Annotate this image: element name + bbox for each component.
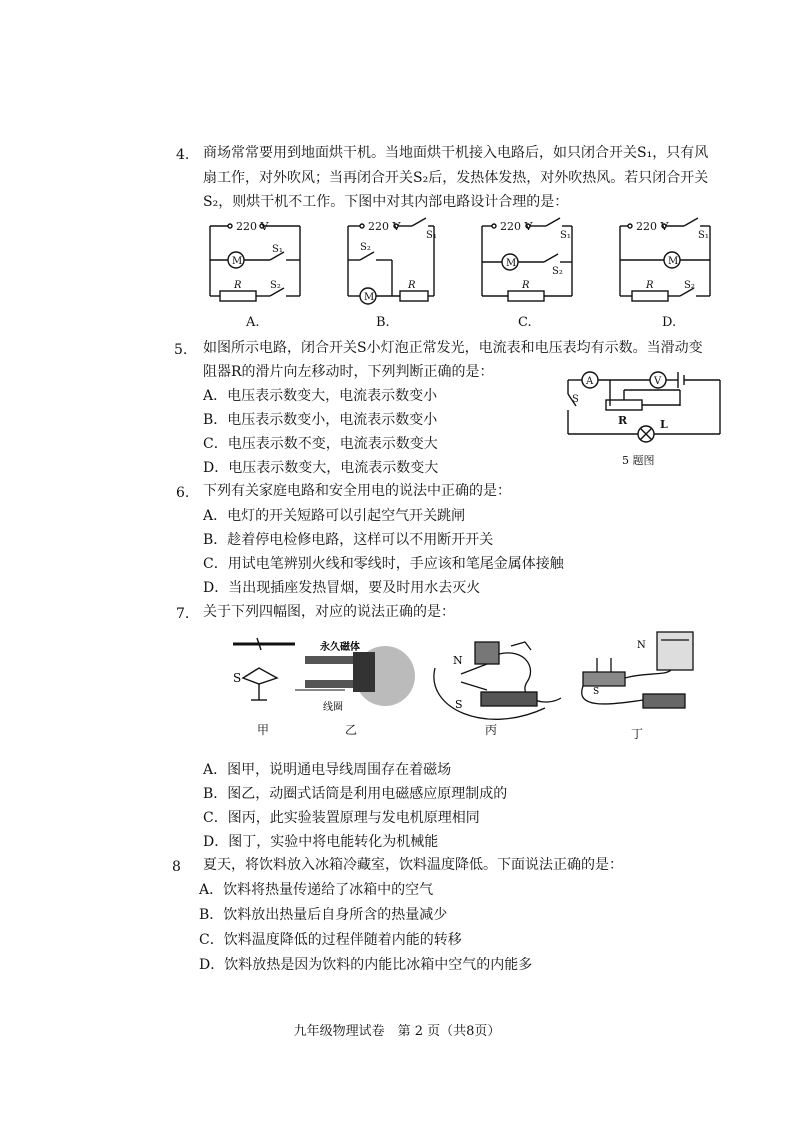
q7-option-a: A．图甲，说明通电导线周围存在着磁场 (203, 762, 452, 778)
circuit-d-s2: S₂ (684, 280, 695, 291)
q4-stem-line-2: 扇工作，对外吹风；当再闭合开关S₂后，发热体发热，对外吹热风。若只闭合开关 (203, 170, 709, 186)
circuit-d-s1: S₁ (698, 230, 709, 241)
q4-stem-line-3: S₂，则烘干机不工作。下图中对其内部电路设计合理的是： (203, 194, 569, 210)
q7-figures (225, 628, 735, 740)
q8-option-b: B．饮料放出热量后自身所含的热量减少 (199, 907, 448, 923)
fig-label-jia: 甲 (257, 723, 270, 737)
option-d-label: D. (662, 315, 677, 330)
q4-stem-line-1: 商场常常要用到地面烘干机。当地面烘干机接入电路后，如只闭合开关S₁，只有风 (203, 145, 709, 161)
magnet-label: 永久磁体 (320, 642, 360, 653)
circuit-b-s1: S₁ (426, 230, 437, 241)
figure-ding-pole-s: S (593, 687, 600, 697)
q5-circuit-figure (560, 370, 730, 470)
circuit-c-s2: S₂ (552, 266, 563, 277)
coil-label: 线圈 (323, 702, 343, 713)
circuit-d-motor: M (668, 256, 679, 267)
q8-option-c: C．饮料温度降低的过程伴随着内能的转移 (199, 932, 462, 948)
q5-rheostat: R (618, 414, 628, 427)
q7-option-d: D．图丁，实验中将电能转化为机械能 (203, 834, 439, 850)
q6-option-a: A．电灯的开关短路可以引起空气开关跳闸 (203, 508, 466, 524)
q8-option-a: A．饮料将热量传递给了冰箱中的空气 (199, 882, 434, 898)
figure-bing-pole-s: S (455, 698, 463, 711)
circuit-b-s2: S₂ (360, 242, 371, 253)
q4-circuit-diagrams (200, 212, 740, 337)
figure-bing-pole-n: N (453, 654, 463, 667)
circuit-c-motor: M (506, 258, 517, 269)
circuit-a-motor: M (232, 256, 243, 267)
fig-label-bing: 丙 (485, 723, 498, 737)
q8-number: 8 (172, 859, 181, 875)
q6-option-b: B．趁着停电检修电路，这样可以不用断开开关 (203, 532, 494, 548)
q7-number: 7. (176, 606, 190, 622)
q5-stem-line-1: 如图所示电路，闭合开关S小灯泡正常发光，电流表和电压表均有示数。当滑动变 (203, 340, 703, 356)
q5-option-a: A．电压表示数变大，电流表示数变小 (203, 388, 438, 404)
q5-number: 5. (174, 342, 188, 358)
q7-stem: 关于下列四幅图，对应的说法正确的是： (203, 604, 455, 620)
q7-option-b: B．图乙，动圈式话筒是利用电磁感应原理制成的 (203, 786, 508, 802)
circuit-b-motor: M (364, 292, 375, 303)
circuit-b-resistor: R (408, 280, 416, 291)
q6-stem: 下列有关家庭电路和安全用电的说法中正确的是： (203, 483, 511, 499)
q5-option-b: B．电压表示数变小，电流表示数变小 (203, 412, 438, 428)
circuit-d-voltage: 220 V (636, 220, 669, 233)
circuit-a-s1: S₁ (272, 244, 283, 255)
circuit-c-resistor: R (522, 280, 530, 291)
figure-jia (233, 638, 295, 700)
q7-option-c: C．图丙，此实验装置原理与发电机原理相同 (203, 810, 480, 826)
q5-stem-line-2: 阻器R的滑片向左移动时，下列判断正确的是： (203, 364, 494, 380)
option-b-label: B. (376, 315, 390, 330)
figure-jia-pole-s: S (233, 671, 242, 685)
q6-number: 6. (176, 485, 190, 501)
option-c-label: C. (518, 315, 532, 330)
option-a-label: A. (246, 315, 260, 330)
q8-option-d: D．饮料放热是因为饮料的内能比冰箱中空气的内能多 (199, 957, 533, 973)
circuit-d-resistor: R (646, 280, 654, 291)
q8-stem: 夏天，将饮料放入冰箱冷藏室，饮料温度降低。下面说法正确的是： (203, 857, 623, 873)
q5-ammeter: A (586, 376, 594, 387)
q5-switch: S (572, 394, 579, 405)
circuit-a-resistor: R (234, 280, 242, 291)
q4-number: 4. (176, 147, 190, 163)
page-footer: 九年级物理试卷 第 2 页（共8页） (293, 1024, 501, 1039)
fig-label-ding: 丁 (631, 727, 644, 740)
q5-option-d: D．电压表示数变大，电流表示数变大 (203, 460, 439, 476)
q5-lamp: L (660, 418, 668, 431)
q6-option-c: C．用试电笔辨别火线和零线时，手应该和笔尾金属体接触 (203, 556, 564, 572)
circuit-c-s1: S₁ (560, 230, 571, 241)
q5-figure-caption: 5 题图 (622, 454, 655, 467)
figure-yi (295, 646, 415, 706)
figure-ding-pole-n: N (637, 640, 646, 651)
circuit-a (210, 224, 300, 301)
circuit-c-voltage: 220 V (500, 220, 533, 233)
circuit-a-voltage: 220 V (236, 220, 269, 233)
fig-label-yi: 乙 (345, 723, 358, 737)
q6-option-d: D．当出现插座发热冒烟，要及时用水去灭火 (203, 580, 481, 596)
q5-voltmeter: V (654, 376, 662, 387)
circuit-a-s2: S₂ (270, 280, 281, 291)
circuit-b-voltage: 220 V (368, 220, 401, 233)
q5-option-c: C．电压表示数不变，电流表示数变大 (203, 436, 438, 452)
